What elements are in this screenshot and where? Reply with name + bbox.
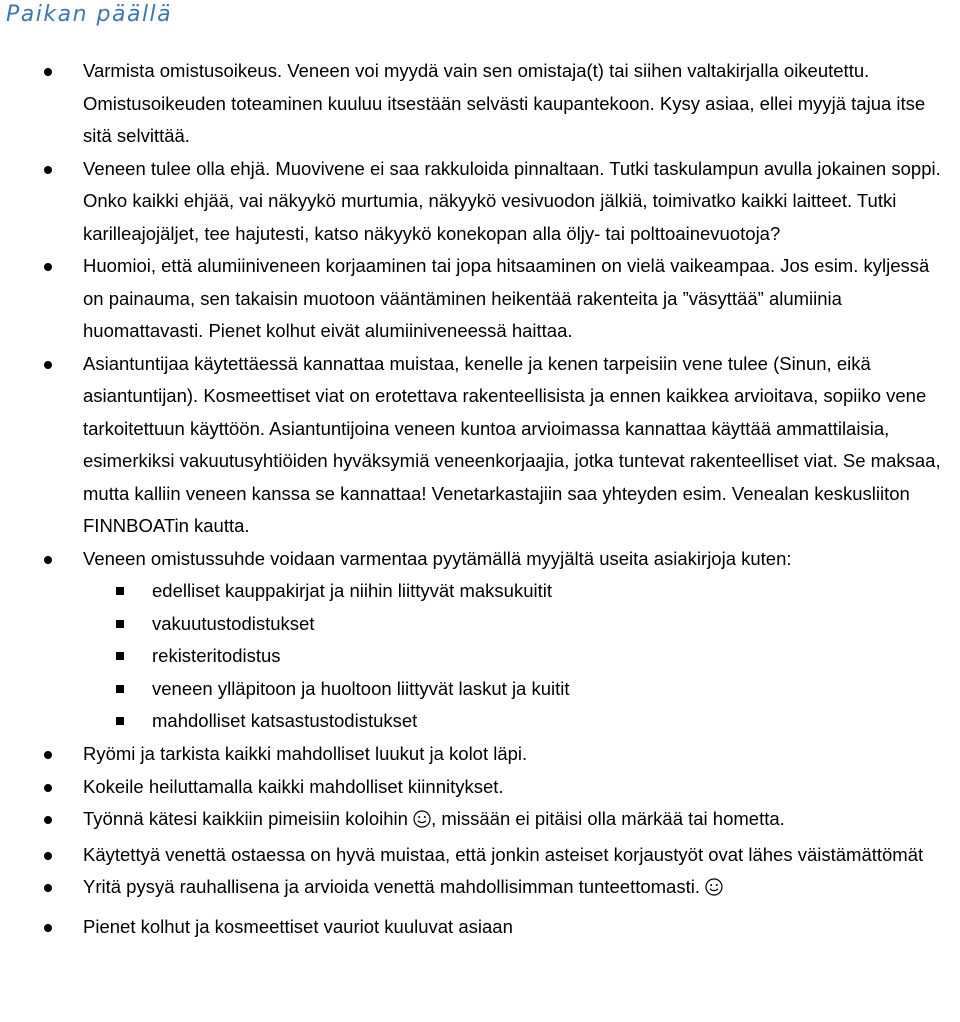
list-item-text: Asiantuntijaa käytettäessä kannattaa muistaa, kenelle ja kenen tarpeisiin vene tulee (Sinun, eikä asiantuntijan). Kosmeettiset viat on erotettava rakenteellisista ja ennen kaikkea arvioitava, sopiiko vene tarkoitettuun käyttöön. Asiantuntijoina veneen kuntoa arvioimassa kannattaa käyttää ammattilaisia, esimerkiksi vakuutusyhtiöiden hyväksymiä veneenkorjaajia, jotka tuntevat rakenteelliset viat. Se maksaa, mutta kalliin veneen kanssa se kannattaa! Venetarkastajiin saa yhteyden esim. Venealan keskusliiton FINNBOATin kautta. xyxy=(83,352,941,536)
sublist-item xyxy=(0,575,960,608)
list-item xyxy=(0,543,960,576)
inspection-checklist xyxy=(0,55,960,575)
square-bullet-icon xyxy=(116,620,124,628)
document-sublist xyxy=(0,575,960,738)
list-item xyxy=(0,871,960,907)
list-item xyxy=(0,250,960,348)
list-item xyxy=(0,738,960,771)
bullet-dot-icon xyxy=(44,556,52,564)
list-item-text: Ryömi ja tarkista kaikki mahdolliset luukut ja kolot läpi. xyxy=(83,743,528,764)
sublist-item xyxy=(0,640,960,673)
sublist-item-text: rekisteritodistus xyxy=(152,645,281,666)
sublist-item-text: veneen ylläpitoon ja huoltoon liittyvät laskut ja kuitit xyxy=(152,677,570,699)
list-item-text: Varmista omistusoikeus. Veneen voi myydä vain sen omistaja(t) tai siihen valtakirjalla oikeutettu. Omistusoikeuden toteaminen kuuluu itsestään selvästi kaupantekoon. Kysy asiaa, ellei myyjä tajua itse sitä selvittää. xyxy=(83,60,926,146)
bullet-dot-icon xyxy=(44,263,52,271)
square-bullet-icon xyxy=(116,685,124,693)
sublist-item-text: edelliset kauppakirjat ja niihin liittyvät maksukuitit xyxy=(152,580,552,601)
list-item-text: Huomioi, että alumiiniveneen korjaaminen tai jopa hitsaaminen on vielä vaikeampaa. Jos esim. kyljessä on painauma, sen takaisin muotoon vääntäminen heikentää rakenteita ja ”väsyttää” alumiinia huomattavasti. Pienet kolhut eivät alumiiniveneessä haittaa. xyxy=(83,255,930,341)
sublist-item-text: mahdolliset katsastustodistukset xyxy=(152,710,418,731)
bullet-dot-icon xyxy=(44,816,52,824)
square-bullet-icon xyxy=(116,587,124,595)
list-item-text xyxy=(83,803,954,839)
list-item-text-start: Yritä pysyä rauhallisena ja arvioida venettä mahdollisimman tunteettomasti. xyxy=(83,876,706,897)
list-item-text: Käytettyä venettä ostaessa on hyvä muistaa, että jonkin asteiset korjaustyöt ovat lähes väistämättömät xyxy=(83,843,924,865)
bullet-dot-icon xyxy=(44,751,52,759)
list-item-text-end: , missään ei pitäisi olla märkää tai hometta. xyxy=(431,808,785,829)
sublist-item-text: vakuutustodistukset xyxy=(152,612,315,634)
smiley-face-icon xyxy=(705,874,723,907)
list-item xyxy=(0,803,960,839)
bullet-dot-icon xyxy=(44,852,52,860)
square-bullet-icon xyxy=(116,652,124,660)
list-item-text: Veneen omistussuhde voidaan varmentaa pyytämällä myyjältä useita asiakirjoja kuten: xyxy=(83,547,792,569)
list-item-text: Kokeile heiluttamalla kaikki mahdolliset kiinnitykset. xyxy=(83,775,504,797)
page-heading: Paikan päällä xyxy=(6,2,173,27)
list-item xyxy=(0,153,960,251)
smiley-face-icon xyxy=(413,806,431,839)
bullet-dot-icon xyxy=(44,68,52,76)
bullet-dot-icon xyxy=(44,361,52,369)
list-item xyxy=(0,55,960,153)
square-bullet-icon xyxy=(116,717,124,725)
bullet-dot-icon xyxy=(44,166,52,174)
list-item xyxy=(0,771,960,804)
bullet-dot-icon xyxy=(44,784,52,792)
list-item-text: Veneen tulee olla ehjä. Muovivene ei saa rakkuloida pinnaltaan. Tutki taskulampun avulla jokainen soppi. Onko kaikki ehjää, vai näkyykö murtumia, näkyykö vesivuodon jälkiä, toimivatko kaikki laitteet. Tutki karilleajojäljet, tee hajutesti, katso näkyykö konekopan alla öljy- tai polttoainevuotoja? xyxy=(83,157,941,244)
bullet-dot-icon xyxy=(44,884,52,892)
list-item-text-start: Työnnä kätesi kaikkiin pimeisiin koloihin xyxy=(83,808,414,829)
list-item xyxy=(0,911,960,944)
sublist-item xyxy=(0,673,960,706)
bullet-dot-icon xyxy=(44,924,52,932)
sublist-item xyxy=(0,705,960,738)
sublist-item xyxy=(0,608,960,641)
list-item-text: Pienet kolhut ja kosmeettiset vauriot kuuluvat asiaan xyxy=(83,915,513,937)
list-item-text xyxy=(83,871,954,907)
list-item xyxy=(0,839,960,872)
list-item xyxy=(0,348,960,543)
inspection-checklist-continued xyxy=(0,738,960,943)
